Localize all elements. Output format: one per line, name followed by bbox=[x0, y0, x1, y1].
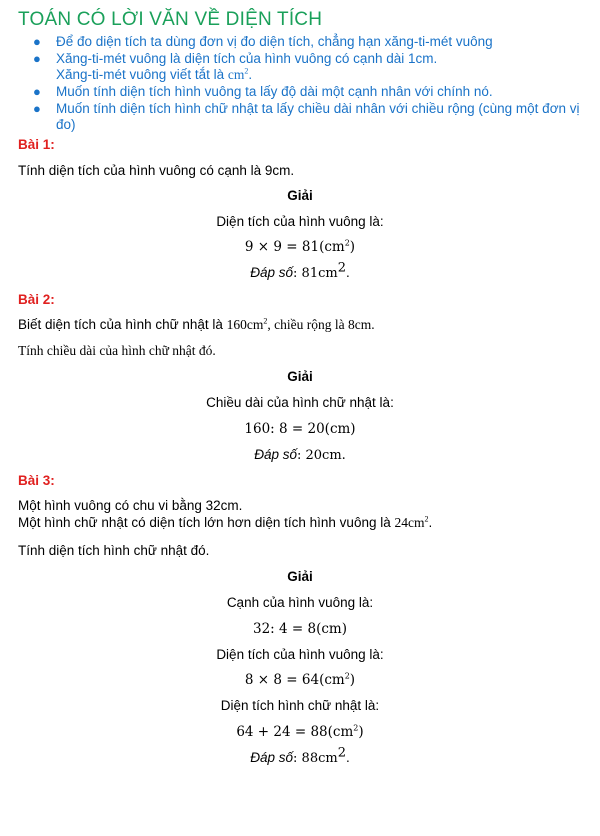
exercise-3-solution-label: Giải bbox=[287, 569, 313, 584]
question-exponent: 2 bbox=[263, 316, 268, 326]
math-paren: ) bbox=[358, 724, 364, 740]
note-text: Để đo diện tích ta dùng đơn vị đo diện tích, chẳng hạn xăng-ti-mét vuông bbox=[56, 34, 493, 49]
math-paren: ) bbox=[349, 672, 356, 688]
note-unit: cm bbox=[227, 67, 245, 82]
notes-list bbox=[22, 34, 582, 134]
exercise-2-question-1 bbox=[18, 317, 375, 333]
exercise-3-label: Bài 3: bbox=[18, 473, 55, 488]
exercise-3-answer bbox=[0, 745, 600, 766]
bullet-icon: ● bbox=[33, 84, 41, 99]
answer-value: : 20cm. bbox=[296, 448, 346, 463]
bullet-icon: ● bbox=[33, 101, 41, 116]
exercise-3-step-1-text: Cạnh của hình vuông là: bbox=[226, 595, 374, 610]
math-paren: ) bbox=[349, 239, 356, 255]
exercise-3-step-3-text: Diện tích hình chữ nhật là: bbox=[220, 698, 380, 713]
exercise-3-step-1-math: 32: 4 = 8(cm) bbox=[253, 621, 347, 637]
exercise-1-step-text: Diện tích của hình vuông là: bbox=[216, 214, 384, 229]
note-unit-exponent: 2 bbox=[244, 66, 249, 76]
exercise-2-question-2: Tính chiều dài của hình chữ nhật đó. bbox=[18, 343, 216, 358]
math-exponent: 2 bbox=[344, 238, 350, 248]
note-text: Muốn tính diện tích hình vuông ta lấy độ dài một cạnh nhân với chính nó. bbox=[56, 84, 493, 99]
exercise-2-solution-label: Giải bbox=[287, 369, 313, 384]
math-exponent: 2 bbox=[353, 723, 359, 733]
note-period: . bbox=[248, 67, 253, 82]
question-value: 8cm. bbox=[348, 317, 375, 332]
exercise-1-solution-label: Giải bbox=[287, 188, 313, 203]
exercise-1-label: Bài 1: bbox=[18, 137, 55, 152]
note-text: Xăng-ti-mét vuông là diện tích của hình vuông có cạnh dài 1cm. bbox=[56, 51, 438, 66]
answer-period: . bbox=[345, 750, 350, 765]
answer-exponent: 2 bbox=[337, 260, 346, 276]
exercise-2-answer bbox=[0, 447, 600, 463]
exercise-1-step-math bbox=[0, 239, 600, 255]
exercise-2-step-math: 160: 8 = 20(cm) bbox=[244, 421, 356, 437]
bullet-icon: ● bbox=[33, 34, 41, 49]
list-item bbox=[22, 51, 582, 83]
list-item bbox=[22, 34, 582, 50]
exercise-3-step-2-text: Diện tích của hình vuông là: bbox=[216, 647, 384, 662]
list-item bbox=[22, 84, 582, 100]
answer-value: : 81cm bbox=[293, 266, 338, 281]
question-text: Biết diện tích của hình chữ nhật là bbox=[18, 317, 227, 332]
page-title: TOÁN CÓ LỜI VĂN VỀ DIỆN TÍCH bbox=[18, 9, 323, 30]
question-text: Một hình chữ nhật có diện tích lớn hơn diện tích hình vuông là bbox=[18, 515, 395, 530]
exercise-3-step-3-math bbox=[0, 724, 600, 740]
answer-exponent: 2 bbox=[337, 745, 346, 761]
question-period: . bbox=[428, 515, 433, 530]
math-expression: 64 + 24 = 88(cm bbox=[236, 724, 354, 740]
exercise-3-question-3: Tính diện tích hình chữ nhật đó. bbox=[18, 543, 210, 558]
answer-period: . bbox=[345, 265, 350, 280]
question-exponent: 2 bbox=[424, 514, 429, 524]
question-value: 24cm bbox=[394, 515, 425, 530]
answer-value: : 88cm bbox=[293, 751, 338, 766]
bullet-icon: ● bbox=[33, 51, 41, 66]
exercise-3-question-2 bbox=[18, 515, 432, 531]
list-item bbox=[22, 101, 582, 133]
answer-label: Đáp số bbox=[254, 447, 297, 462]
exercise-2-label: Bài 2: bbox=[18, 292, 55, 307]
exercise-1-question: Tính diện tích của hình vuông có cạnh là 9cm. bbox=[18, 163, 295, 178]
note-text: Muốn tính diện tích hình chữ nhật ta lấy chiều dài nhân với chiều rộng (cùng một đơn vị đo) bbox=[56, 101, 580, 132]
note-text: Xăng-ti-mét vuông viết tắt là bbox=[56, 67, 225, 82]
question-value: 160cm bbox=[226, 317, 264, 332]
math-expression: 9 × 9 = 81(cm bbox=[244, 239, 345, 255]
answer-label: Đáp số bbox=[250, 265, 294, 280]
exercise-2-step-text: Chiều dài của hình chữ nhật là: bbox=[206, 395, 394, 410]
exercise-3-question-1: Một hình vuông có chu vi bằng 32cm. bbox=[18, 498, 243, 513]
question-text: , chiều rộng là bbox=[267, 317, 349, 332]
answer-label: Đáp số bbox=[250, 750, 294, 765]
exercise-3-step-2-math bbox=[0, 672, 600, 688]
exercise-1-answer bbox=[0, 260, 600, 281]
math-exponent: 2 bbox=[344, 671, 350, 681]
math-expression: 8 × 8 = 64(cm bbox=[244, 672, 345, 688]
